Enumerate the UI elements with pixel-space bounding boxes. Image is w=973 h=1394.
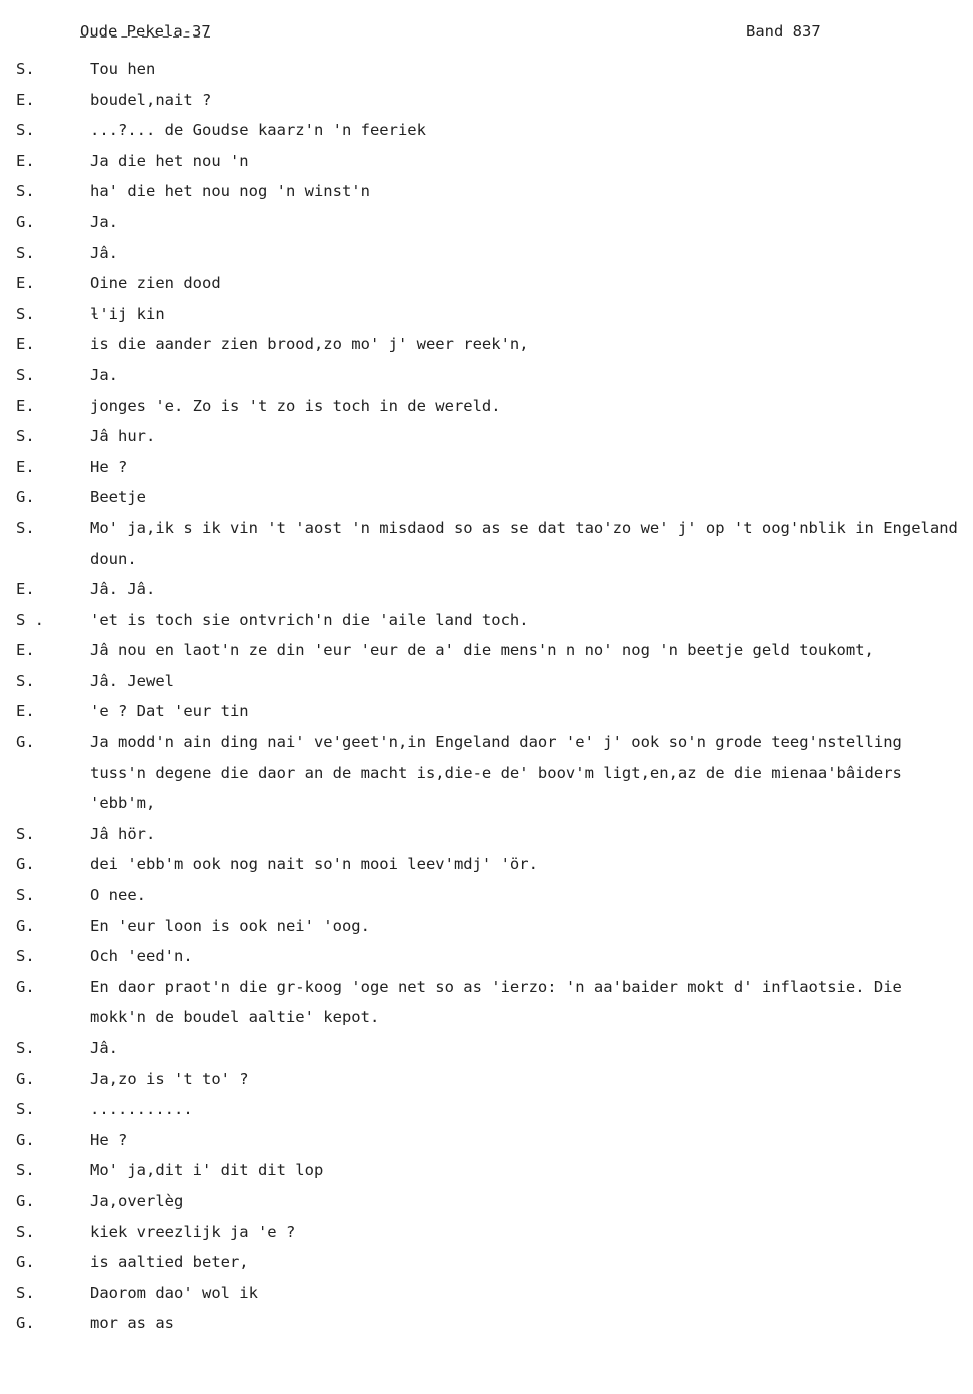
speaker-label: E. (16, 457, 35, 476)
transcript-line (0, 574, 973, 605)
band-number: Band 837 (746, 22, 821, 40)
utterance-text: Jâ hör. (90, 824, 156, 843)
transcript-line (0, 1155, 973, 1186)
speaker-label: E. (16, 641, 35, 660)
utterance-text: Jâ. Jewel (90, 671, 174, 690)
transcript-line (0, 1094, 973, 1125)
transcript-line (0, 513, 973, 574)
speaker-label: S. (16, 1100, 35, 1119)
transcript-line (0, 176, 973, 207)
transcript-line (0, 329, 973, 360)
transcript-line (0, 85, 973, 116)
speaker-label: E. (16, 580, 35, 599)
speaker-label: S. (16, 1222, 35, 1241)
speaker-label: S. (16, 427, 35, 446)
transcript-line (0, 605, 973, 636)
document-title: Oude Pekela-37 (80, 22, 211, 40)
utterance-text: Mo' ja,ik s ik vin 't 'aost 'n misdaod so as se dat tao'zo we' j' op 't oog'nblik in Engeland doun. (90, 518, 958, 568)
transcript-line (0, 268, 973, 299)
utterance-text: 'e ? Dat 'eur tin (90, 702, 249, 721)
utterance-text: is aaltied beter, (90, 1253, 249, 1272)
transcript-line (0, 1217, 973, 1248)
transcript-line (0, 1308, 973, 1339)
utterance-text: Jâ. (90, 1039, 118, 1057)
speaker-label: G. (16, 855, 35, 874)
speaker-label: S. (16, 1039, 35, 1057)
transcript-line (0, 1278, 973, 1309)
transcript-line (0, 727, 973, 819)
transcript-line (0, 1186, 973, 1217)
transcript-line (0, 1247, 973, 1278)
speaker-label: S. (16, 243, 35, 262)
transcript-line (0, 696, 973, 727)
transcript-line (0, 880, 973, 911)
speaker-label: S. (16, 121, 35, 140)
utterance-text: En 'eur loon is ook nei' 'oog. (90, 916, 370, 935)
speaker-label: G. (16, 488, 35, 507)
transcript-line (0, 54, 973, 85)
speaker-label: S. (16, 1161, 35, 1180)
transcript-line (0, 299, 973, 330)
utterance-text: boudel,nait ? (90, 90, 212, 109)
speaker-label: G. (16, 1314, 35, 1333)
utterance-text: Och 'eed'n. (90, 947, 193, 966)
utterance-text: Mo' ja,dit i' dit dit lop (90, 1161, 324, 1180)
utterance-text: is die aander zien brood,zo mo' j' weer reek'n, (90, 335, 529, 354)
speaker-label: S. (16, 304, 35, 323)
utterance-text: He ? (90, 457, 128, 476)
utterance-text: Ja. (90, 212, 118, 231)
speaker-label: G. (16, 1253, 35, 1272)
speaker-label: G. (16, 1191, 35, 1210)
speaker-label: S. (16, 886, 35, 905)
speaker-label: G. (16, 977, 35, 996)
utterance-text: Ja modd'n ain ding nai' ve'geet'n,in Engeland daor 'e' j' ook so'n grode teeg'nstelling tuss'n degene die daor an de macht is,die-e de' boov'm ligt,en,az de die mienaa'bâiders 'ebb'm, (90, 733, 902, 813)
utterance-text: Oine zien dood (90, 274, 221, 293)
utterance-text: Jâ. (90, 243, 118, 262)
utterance-text: O nee. (90, 886, 146, 905)
utterance-text: mor as as (90, 1314, 174, 1333)
speaker-label: S. (16, 824, 35, 843)
utterance-text: Ja,overlèg (90, 1191, 184, 1210)
transcript-line (0, 635, 973, 666)
transcript-line (0, 849, 973, 880)
utterance-text: ........... (90, 1100, 193, 1119)
speaker-label: S. (16, 182, 35, 201)
speaker-label: E. (16, 151, 35, 170)
transcript-line (0, 360, 973, 391)
speaker-label: E. (16, 702, 35, 721)
speaker-label: E. (16, 335, 35, 354)
speaker-label: E. (16, 274, 35, 293)
speaker-label: S . (16, 610, 44, 629)
transcript-line (0, 146, 973, 177)
utterance-text: Beetje (90, 488, 146, 507)
utterance-text: Jâ. Jâ. (90, 580, 156, 599)
speaker-label: S. (16, 60, 35, 78)
transcript-line (0, 238, 973, 269)
utterance-text: jonges 'e. Zo is 't zo is toch in de wereld. (90, 396, 501, 415)
transcript-line (0, 941, 973, 972)
utterance-text: Jâ nou en laot'n ze din 'eur 'eur de a' die mens'n n no' nog 'n beetje geld toukomt, (90, 641, 874, 660)
speaker-label: S. (16, 365, 35, 384)
utterance-text: ...?... de Goudse kaarz'n 'n feeriek (90, 121, 426, 140)
utterance-text: Daorom dao' wol ik (90, 1283, 258, 1302)
transcript-line (0, 1125, 973, 1156)
transcript-line (0, 911, 973, 942)
utterance-text: ha' die het nou nog 'n winst'n (90, 182, 370, 201)
utterance-text: He ? (90, 1130, 128, 1149)
transcript-line (0, 482, 973, 513)
transcript-line (0, 1033, 973, 1064)
transcript-line (0, 819, 973, 850)
transcript-line (0, 421, 973, 452)
utterance-text: Ja die het nou 'n (90, 151, 249, 170)
utterance-text: kiek vreezlijk ja 'e ? (90, 1222, 296, 1241)
speaker-label: E. (16, 90, 35, 109)
utterance-text: Ja. (90, 365, 118, 384)
speaker-label: S. (16, 947, 35, 966)
transcript-line (0, 972, 973, 1033)
speaker-label: S. (16, 518, 35, 537)
transcript-line (0, 1064, 973, 1095)
speaker-label: S. (16, 671, 35, 690)
speaker-label: G. (16, 916, 35, 935)
utterance-text: 'et is toch sie ontvrich'n die 'aile land toch. (90, 610, 529, 629)
utterance-text: Jâ hur. (90, 427, 156, 446)
utterance-text: ƚ'ij kin (90, 304, 165, 323)
transcript-line (0, 207, 973, 238)
speaker-label: E. (16, 396, 35, 415)
transcript-lines (0, 54, 973, 1339)
utterance-text: dei 'ebb'm ook nog nait so'n mooi leev'mdj' 'ör. (90, 855, 538, 874)
speaker-label: G. (16, 212, 35, 231)
speaker-label: S. (16, 1283, 35, 1302)
transcript-line (0, 391, 973, 422)
speaker-label: G. (16, 1069, 35, 1088)
utterance-text: Tou hen (90, 60, 156, 78)
utterance-text: En daor praot'n die gr-koog 'oge net so as 'ierzo: 'n aa'baider mokt d' inflaotsie. Die mokk'n de boudel aaltie' kepot. (90, 977, 902, 1027)
transcript-line (0, 666, 973, 697)
speaker-label: G. (16, 733, 35, 752)
speaker-label: G. (16, 1130, 35, 1149)
transcript-line (0, 452, 973, 483)
utterance-text: Ja,zo is 't to' ? (90, 1069, 249, 1088)
transcript-line (0, 115, 973, 146)
